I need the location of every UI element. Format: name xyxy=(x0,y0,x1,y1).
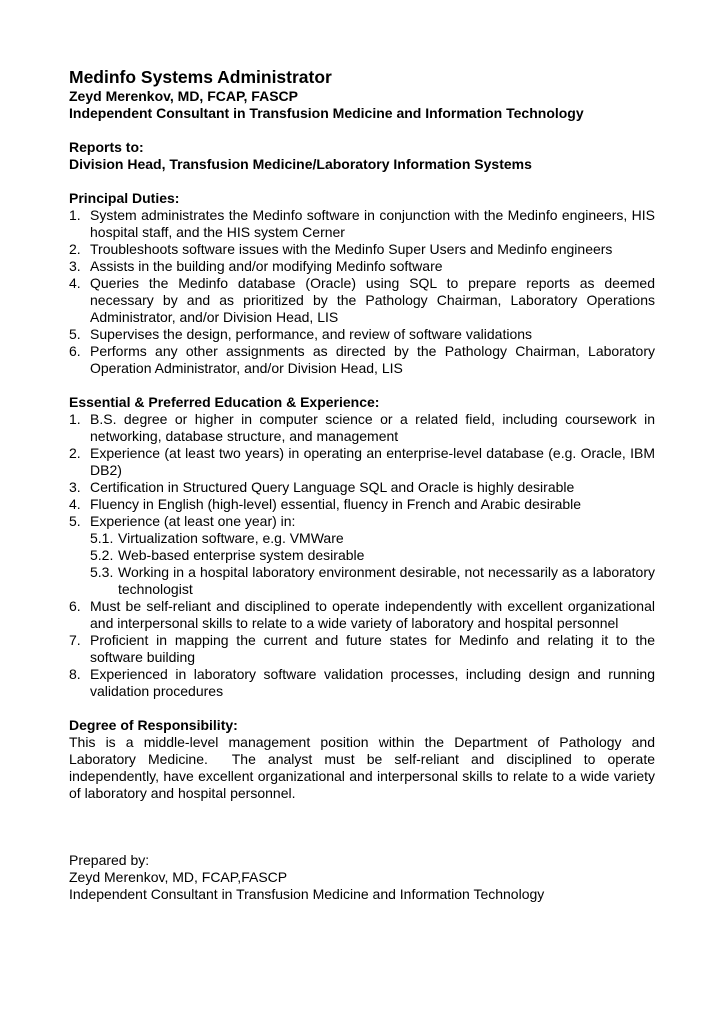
duty-item-number: 6. xyxy=(69,343,81,359)
education-subitem-number: 5.2. xyxy=(90,547,114,563)
education-item-text: Must be self-reliant and disciplined to operate independently with excellent organizational and interpersonal skills to relate to a wide variety of laboratory and hospital personnel xyxy=(90,598,655,631)
education-item xyxy=(69,666,655,700)
education-item-text: Experience (at least one year) in: xyxy=(90,513,296,529)
education-item-number: 8. xyxy=(69,666,81,682)
education-item-number: 4. xyxy=(69,496,81,512)
education-item-text: Experienced in laboratory software validation processes, including design and running validation procedures xyxy=(90,666,655,699)
degree-of-responsibility-section xyxy=(69,717,655,802)
degree-paragraph: This is a middle-level management position within the Department of Pathology and Laboratory Medicine. The analyst must be self-reliant and disciplined to operate independently, have excellent organizational and interpersonal skills to relate to a wide variety of laboratory and hospital personnel. xyxy=(69,734,655,801)
education-item xyxy=(69,479,655,496)
education-subitem-text: Web-based enterprise system desirable xyxy=(118,547,365,563)
reports-to-section xyxy=(69,139,655,173)
prepared-by-label: Prepared by: xyxy=(69,852,150,868)
degree-heading: Degree of Responsibility: xyxy=(69,717,238,733)
duty-item-text: Supervises the design, performance, and review of software validations xyxy=(90,326,533,342)
duty-item-text: Queries the Medinfo database (Oracle) using SQL to prepare reports as deemed necessary by and as prioritized by the Pathology Chairman, Laboratory Operations Administrator, and/or Division Head, LIS xyxy=(90,275,655,325)
education-item xyxy=(69,411,655,445)
education-subitem-number: 5.3. xyxy=(90,564,114,580)
duty-item-number: 4. xyxy=(69,275,81,291)
principal-duties-heading: Principal Duties: xyxy=(69,190,180,206)
prepared-by-role: Independent Consultant in Transfusion Medicine and Information Technology xyxy=(69,886,545,902)
education-item-text: Certification in Structured Query Language SQL and Oracle is highly desirable xyxy=(90,479,575,495)
document-title: Medinfo Systems Administrator xyxy=(69,67,332,87)
education-subitem-number: 5.1. xyxy=(90,530,114,546)
education-item xyxy=(69,496,655,513)
education-heading: Essential & Preferred Education & Experience: xyxy=(69,394,380,410)
duty-item-number: 1. xyxy=(69,207,81,223)
education-item-text: Experience (at least two years) in operating an enterprise-level database (e.g. Oracle, IBM DB2) xyxy=(90,445,655,478)
prepared-by-name: Zeyd Merenkov, MD, FCAP,FASCP xyxy=(69,869,288,885)
education-item-number: 2. xyxy=(69,445,81,461)
duty-item-text: Performs any other assignments as directed by the Pathology Chairman, Laboratory Operation Administrator, and/or Division Head, LIS xyxy=(90,343,655,376)
principal-duties-section xyxy=(69,190,655,377)
duty-item-number: 2. xyxy=(69,241,81,257)
education-section xyxy=(69,394,655,700)
reports-to-label: Reports to: xyxy=(69,139,144,155)
education-item-number: 3. xyxy=(69,479,81,495)
education-subitem xyxy=(90,547,655,564)
education-subitem-text: Virtualization software, e.g. VMWare xyxy=(118,530,344,546)
education-item-number: 6. xyxy=(69,598,81,614)
duty-item xyxy=(69,275,655,326)
duty-item-text: Assists in the building and/or modifying Medinfo software xyxy=(90,258,443,274)
reports-to-value: Division Head, Transfusion Medicine/Laboratory Information Systems xyxy=(69,156,532,172)
duty-item xyxy=(69,241,655,258)
education-item-text: Proficient in mapping the current and future states for Medinfo and relating it to the software building xyxy=(90,632,655,665)
education-item-number: 7. xyxy=(69,632,81,648)
education-item xyxy=(69,632,655,666)
education-subitem-text: Working in a hospital laboratory environment desirable, not necessarily as a laboratory technologist xyxy=(118,564,655,597)
education-subitem xyxy=(90,530,655,547)
education-item-number: 1. xyxy=(69,411,81,427)
education-item-number: 5. xyxy=(69,513,81,529)
education-item-text: Fluency in English (high-level) essential, fluency in French and Arabic desirable xyxy=(90,496,582,512)
education-item xyxy=(69,445,655,479)
education-item xyxy=(69,513,655,530)
duty-item-number: 3. xyxy=(69,258,81,274)
duty-item xyxy=(69,343,655,377)
duty-item-text: Troubleshoots software issues with the Medinfo Super Users and Medinfo engineers xyxy=(90,241,613,257)
education-item-text: B.S. degree or higher in computer science or a related field, including coursework in networking, database structure, and management xyxy=(90,411,655,444)
duty-item xyxy=(69,258,655,275)
author-name: Zeyd Merenkov, MD, FCAP, FASCP xyxy=(69,88,298,104)
duty-item xyxy=(69,326,655,343)
duty-item xyxy=(69,207,655,241)
education-subitem xyxy=(90,564,655,598)
author-role: Independent Consultant in Transfusion Medicine and Information Technology xyxy=(69,105,584,121)
education-item xyxy=(69,598,655,632)
duty-item-text: System administrates the Medinfo software in conjunction with the Medinfo engineers, HIS hospital staff, and the HIS system Cerner xyxy=(90,207,655,240)
document-header xyxy=(69,66,655,122)
duty-item-number: 5. xyxy=(69,326,81,342)
prepared-by-section xyxy=(69,852,655,903)
